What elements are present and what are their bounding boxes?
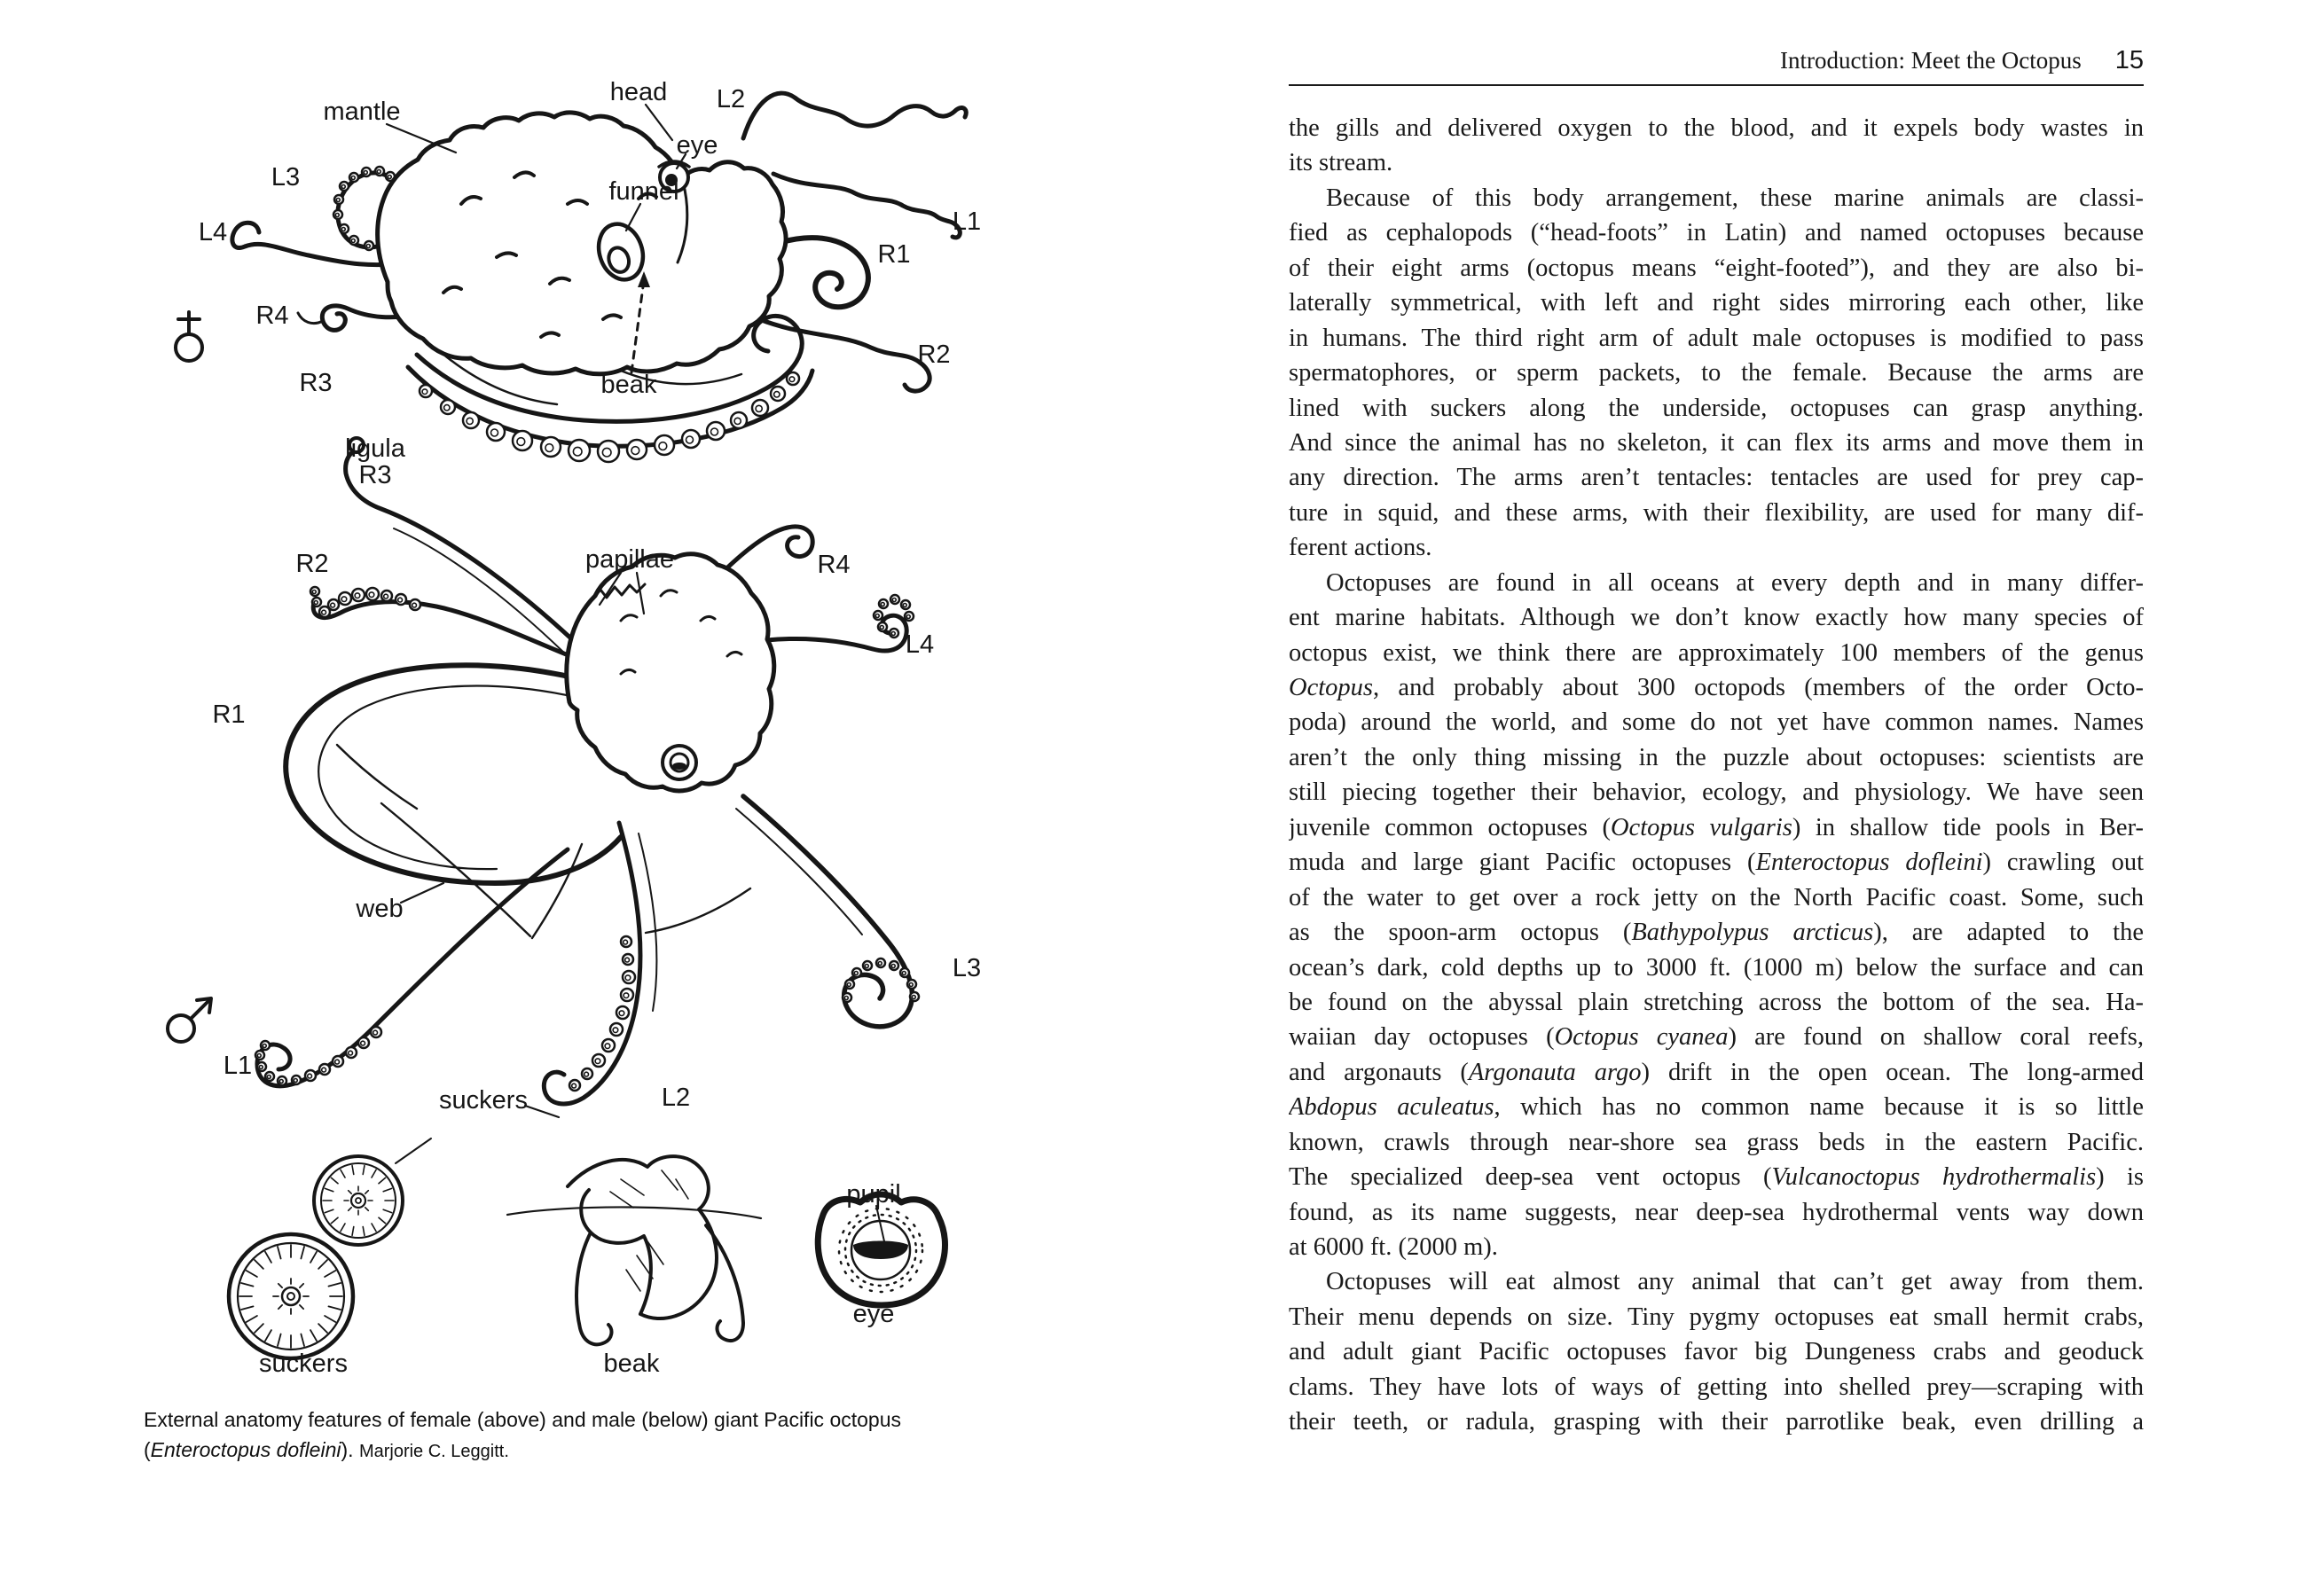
figure-label-L3-male: L3 bbox=[952, 954, 982, 982]
male-arm-L4 bbox=[766, 615, 906, 651]
male-octopus-illustration bbox=[168, 438, 919, 1117]
figure-label-R1: R1 bbox=[877, 240, 911, 269]
figure-label-pupil: pupil bbox=[846, 1180, 901, 1209]
figure-label-eye-detail: eye bbox=[852, 1300, 895, 1328]
text-line: be found on the abyssal plain stretching across the bottom of the sea. Ha- bbox=[1289, 988, 2144, 1016]
caption-text: External anatomy features of female (above) and male (below) giant Pacific octopus (Enteroctopus dofleini). bbox=[144, 1408, 901, 1461]
text-line: and argonauts (Argonauta argo) drift in the open ocean. The long-armed bbox=[1289, 1058, 2144, 1086]
beak-detail-illustration bbox=[507, 1156, 761, 1344]
body-text bbox=[1289, 111, 2144, 1440]
figure-label-R4-male: R4 bbox=[817, 551, 851, 579]
text-line: laterally symmetrical, with left and right sides mirroring each other, like bbox=[1289, 289, 2144, 317]
running-header bbox=[1780, 46, 2144, 75]
text-line: ocean’s dark, cold depths up to 3000 ft. (1000 m) below the surface and can bbox=[1289, 953, 2144, 982]
figure-label-suckers-detail: suckers bbox=[259, 1350, 348, 1378]
text-line: still piecing together their behavior, ecology, and physiology. We have seen bbox=[1289, 778, 2144, 807]
text-line: ent marine habitats. Although we don’t know exactly how many species of bbox=[1289, 604, 2144, 632]
text-line: Abdopus aculeatus, which has no common name because it is so little bbox=[1289, 1093, 2144, 1122]
figure-label-suckers-arm: suckers bbox=[439, 1086, 528, 1115]
caption-credit: Marjorie C. Leggitt. bbox=[358, 1442, 509, 1461]
figure-label-R3: R3 bbox=[299, 369, 333, 397]
male-arm-R2 bbox=[313, 602, 575, 658]
figure-label-L2: L2 bbox=[716, 85, 746, 113]
text-line: octopus exist, we think there are approximately 100 members of the genus bbox=[1289, 638, 2144, 667]
eye-detail-illustration bbox=[818, 1194, 945, 1305]
figure-label-web: web bbox=[356, 895, 404, 923]
text-line: Octopuses will eat almost any animal that can’t get away from them. bbox=[1326, 1268, 2144, 1296]
text-line: Because of this body arrangement, these marine animals are classi- bbox=[1326, 184, 2144, 212]
text-line: of the water to get over a rock jetty on the North Pacific coast. Some, such bbox=[1289, 883, 2144, 911]
figure-label-L4-male: L4 bbox=[905, 630, 935, 659]
text-line: muda and large giant Pacific octopuses (Enteroctopus dofleini) crawling out bbox=[1289, 849, 2144, 877]
figure-label-funnel: funnel bbox=[608, 177, 679, 206]
text-line: and adult giant Pacific octopuses favor big Dungeness crabs and geoduck bbox=[1289, 1338, 2144, 1366]
text-line: lined with suckers along the underside, octopuses can grasp anything. bbox=[1289, 394, 2144, 422]
text-line: clams. They have lots of ways of getting into shelled prey—scraping with bbox=[1289, 1373, 2144, 1401]
text-line: spermatophores, or sperm packets, to the female. Because the arms are bbox=[1289, 359, 2144, 387]
figure-label-papillae: papillae bbox=[585, 545, 674, 574]
text-line: found, as its name suggests, near deep-sea hydrothermal vents way down bbox=[1289, 1198, 2144, 1226]
figure-label-beak: beak bbox=[600, 371, 657, 399]
text-line: its stream. bbox=[1289, 149, 1393, 177]
text-line: poda) around the world, and some do not yet have common names. Names bbox=[1289, 708, 2144, 737]
figure-label-R4: R4 bbox=[255, 301, 289, 330]
text-line: at 6000 ft. (2000 m). bbox=[1289, 1233, 1498, 1261]
text-line: aren’t the only thing missing in the puzzle about octopuses: scientists are bbox=[1289, 743, 2144, 771]
text-line: fied as cephalopods (“head-foots” in Latin) and named octopuses because bbox=[1289, 219, 2144, 247]
figure-label-ligula: ligula bbox=[345, 434, 405, 463]
female-arm-L1 bbox=[773, 174, 960, 238]
figure-label-R1-male: R1 bbox=[212, 700, 246, 729]
suckers-detail-illustration bbox=[229, 1138, 431, 1358]
female-octopus-illustration bbox=[176, 93, 966, 462]
figure-label-L1-male: L1 bbox=[223, 1052, 253, 1080]
figure-label-head: head bbox=[609, 78, 668, 106]
text-line: Octopus, and probably about 300 octopods (members of the order Octo- bbox=[1289, 674, 2144, 701]
page-number: 15 bbox=[2114, 46, 2144, 74]
figure-label-L1: L1 bbox=[952, 207, 982, 236]
female-mantle bbox=[378, 113, 786, 374]
text-line: the gills and delivered oxygen to the blood, and it expels body wastes in bbox=[1289, 114, 2144, 142]
male-symbol-icon bbox=[168, 998, 211, 1042]
figure-label-beak-detail: beak bbox=[603, 1350, 660, 1378]
text-line: known, crawls through near-shore sea grass beds in the eastern Pacific. bbox=[1289, 1128, 2144, 1156]
text-line: of their eight arms (octopus means “eight-footed”), and they are also bi- bbox=[1289, 254, 2144, 282]
male-arm-L3 bbox=[743, 796, 912, 1027]
figure-label-R3-male: R3 bbox=[358, 461, 392, 489]
figure-label-R2-male: R2 bbox=[295, 550, 329, 578]
text-line: ture in squid, and these arms, with their flexibility, are used for many dif- bbox=[1289, 498, 2144, 527]
chapter-title: Introduction: Meet the Octopus bbox=[1780, 47, 2082, 74]
text-line: Octopuses are found in all oceans at every depth and in many differ- bbox=[1326, 568, 2144, 597]
figure-label-R2: R2 bbox=[917, 340, 951, 369]
text-line: Their menu depends on size. Tiny pygmy octopuses eat small hermit crabs, bbox=[1289, 1303, 2144, 1331]
text-line: The specialized deep-sea vent octopus (Vulcanoctopus hydrothermalis) is bbox=[1289, 1163, 2144, 1192]
text-line: any direction. The arms aren’t tentacles: tentacles are used for prey cap- bbox=[1289, 464, 2144, 492]
female-arm-R2 bbox=[759, 319, 929, 391]
header-rule bbox=[1289, 84, 2144, 86]
text-line: juvenile common octopuses (Octopus vulgaris) in shallow tide pools in Ber- bbox=[1289, 813, 2144, 841]
figure-label-L4: L4 bbox=[198, 218, 228, 246]
figure-label-mantle: mantle bbox=[323, 98, 401, 126]
male-eye bbox=[663, 746, 696, 779]
sucker-row bbox=[569, 936, 635, 1091]
female-symbol-icon bbox=[176, 312, 202, 361]
figure-label-L3: L3 bbox=[271, 163, 301, 192]
text-line: ferent actions. bbox=[1289, 534, 1432, 562]
text-line: their teeth, or radula, grasping with their parrotlike beak, even drilling a bbox=[1289, 1408, 2144, 1436]
figure-caption bbox=[144, 1404, 1026, 1467]
figure-label-eye: eye bbox=[676, 131, 718, 160]
text-line: And since the animal has no skeleton, it can flex its arms and move them in bbox=[1289, 428, 2144, 457]
figure-label-L2-male: L2 bbox=[661, 1084, 691, 1112]
text-line: waiian day octopuses (Octopus cyanea) are found on shallow coral reefs, bbox=[1289, 1023, 2144, 1052]
male-arm-L1 bbox=[257, 849, 568, 1086]
text-line: in humans. The third right arm of adult male octopuses is modified to pass bbox=[1289, 324, 2144, 352]
female-arm-L2 bbox=[743, 93, 966, 138]
right-page bbox=[1289, 0, 2144, 1596]
text-line: as the spoon-arm octopus (Bathypolypus arcticus), are adapted to the bbox=[1289, 919, 2144, 947]
